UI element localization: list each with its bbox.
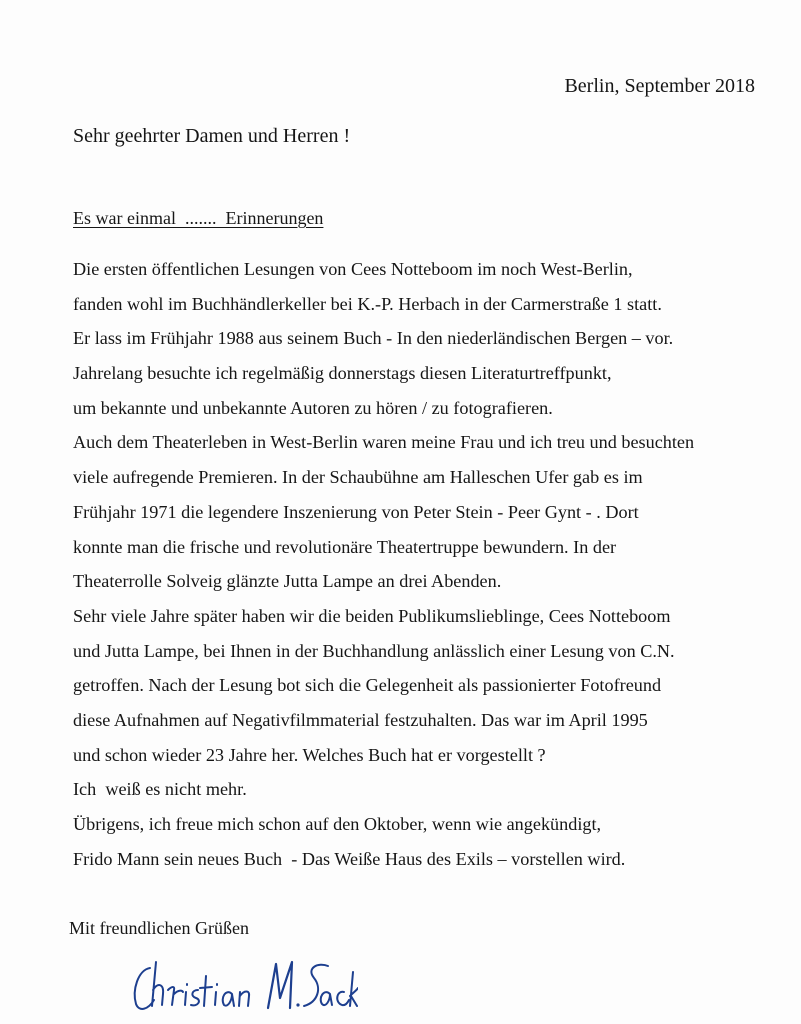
body-line: um bekannte und unbekannte Autoren zu hören / zu fotografieren.: [73, 397, 553, 418]
letter-date: Berlin, September 2018: [564, 75, 755, 97]
body-line: fanden wohl im Buchhändlerkeller bei K.-P. Herbach in der Carmerstraße 1 statt.: [73, 293, 662, 314]
body-line: getroffen. Nach der Lesung bot sich die Gelegenheit als passionierter Fotofreund: [73, 675, 662, 696]
body-line: Die ersten öffentlichen Lesungen von Cees Notteboom im noch West-Berlin,: [73, 259, 633, 279]
closing-phrase: Mit freundlichen Grüßen: [69, 918, 249, 938]
subject-line: Es war einmal ....... Erinnerungen: [73, 208, 324, 228]
salutation: Sehr geehrter Damen und Herren !: [73, 125, 351, 147]
body-line: Frido Mann sein neues Buch - Das Weiße Haus des Exils – vorstellen wird.: [73, 848, 626, 869]
body-line: Übrigens, ich freue mich schon auf den Oktober, wenn wie angekündigt,: [73, 814, 602, 834]
body-line: viele aufregende Premieren. In der Schaubühne am Halleschen Ufer gab es im: [73, 467, 643, 488]
body-line: Er lass im Frühjahr 1988 aus seinem Buch - In den niederländischen Bergen – vor.: [73, 328, 674, 349]
body-line: und schon wieder 23 Jahre her. Welches Buch hat er vorgestellt ?: [73, 744, 546, 765]
body-line: Sehr viele Jahre später haben wir die beiden Publikumslieblinge, Cees Notteboom: [73, 605, 671, 626]
body-line: und Jutta Lampe, bei Ihnen in der Buchhandlung anlässlich einer Lesung von C.N.: [73, 640, 675, 661]
body-line: Frühjahr 1971 die legendere Inszenierung von Peter Stein - Peer Gynt - . Dort: [73, 501, 639, 522]
body-line: Auch dem Theaterleben in West-Berlin waren meine Frau und ich treu und besuchten: [73, 432, 695, 453]
body-line: diese Aufnahmen auf Negativfilmmaterial festzuhalten. Das war im April 1995: [73, 709, 648, 730]
body-line: Ich weiß es nicht mehr.: [73, 779, 247, 800]
handwritten-signature: [128, 950, 358, 1020]
body-line: Jahrelang besuchte ich regelmäßig donnerstags diesen Literaturtreffpunkt,: [73, 363, 612, 384]
letter-body: [73, 255, 694, 879]
body-line: konnte man die frische und revolutionäre Theatertruppe bewundern. In der: [73, 536, 617, 557]
body-line: Theaterrolle Solveig glänzte Jutta Lampe an drei Abenden.: [73, 571, 502, 592]
